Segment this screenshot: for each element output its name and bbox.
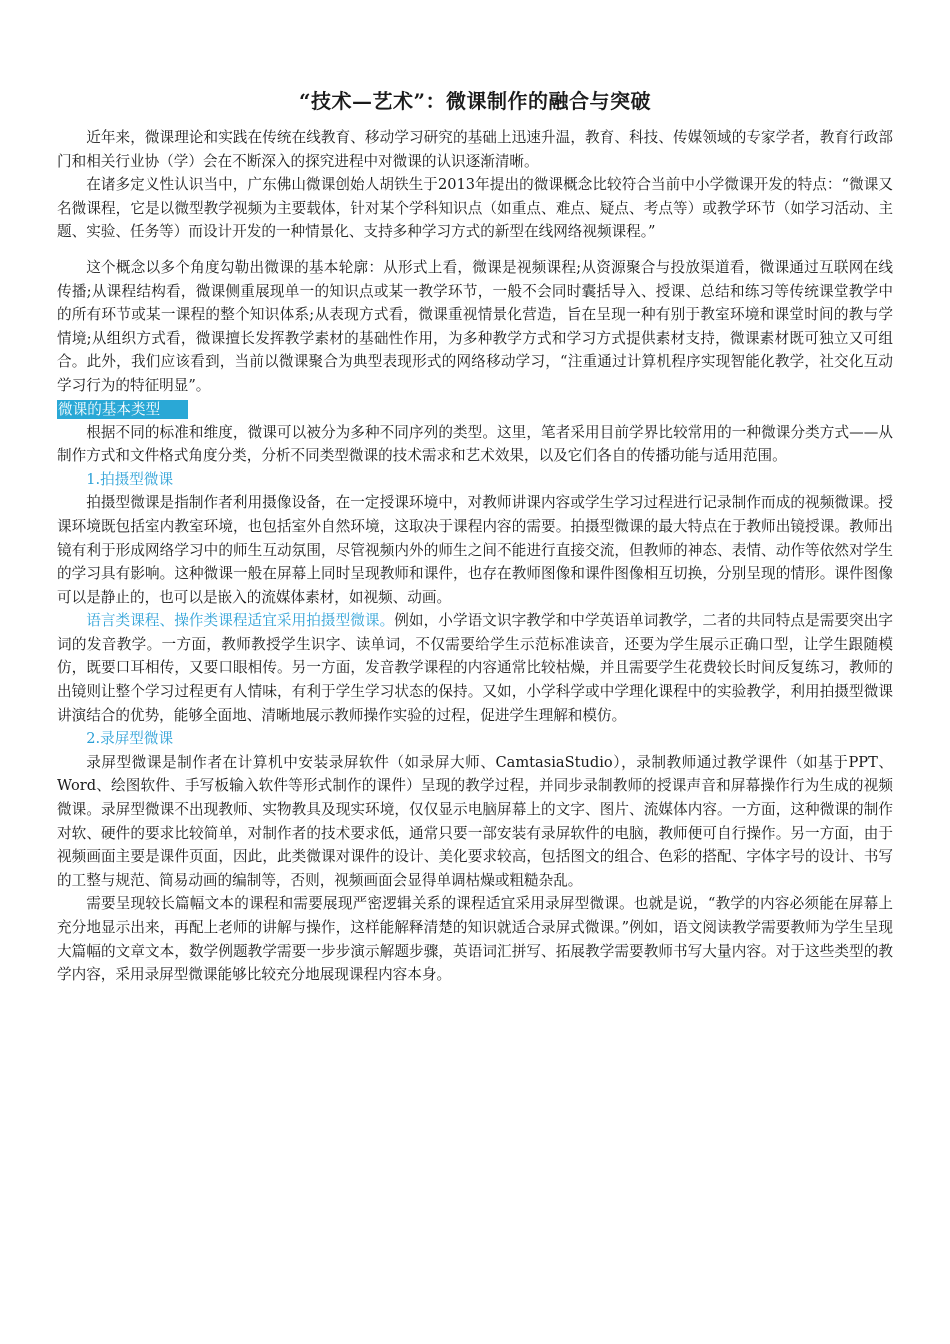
section-heading-wrapper — [57, 398, 893, 421]
filmed-highlight-text: 语言类课程、操作类课程适宜采用拍摄型微课。 — [86, 612, 395, 630]
screencast-paragraph-1: 录屏型微课是制作者在计算机中安装录屏软件（如录屏大师、CamtasiaStudio），录制教师通过教学课件（如基于PPT、Word、绘图软件、手写板输入软件等形式制作的课件）呈现的教学过程，并同步录制教师的授课声音和屏幕操作行为生成的视频微课。录屏型微课不出现教师、实物教具及现实环境，仅仅显示电脑屏幕上的文字、图片、流媒体内容。一方面，这种微课的制作对软、硬件的要求比较简单，对制作者的技术要求低，通常只要一部安装有录屏软件的电脑，教师便可自行操作。另一方面，由于视频画面主要是课件页面，因此，此类微课对课件的设计、美化要求较高，包括图文的组合、色彩的搭配、字体字号的设计、书写的工整与规范、简易动画的编制等，否则，视频画面会显得单调枯燥或粗糙杂乱。 — [57, 753, 893, 889]
subheading-filmed-microcourse: 1.拍摄型微课 — [86, 470, 174, 488]
intro-paragraph-3: 这个概念以多个角度勾勒出微课的基本轮廓：从形式上看，微课是视频课程;从资源聚合与投放渠道看，微课通过互联网在线传播;从课程结构看，微课侧重展现单一的知识点或某一教学环节，一般不会同时囊括导入、授课、总结和练习等传统课堂教学中的所有环节或某一课程的整个知识体系;从表现方式看，微课重视情景化营造，旨在呈现一种有别于教室环境和课堂时间的教与学情境;从组织方式看，微课擅长发挥教学素材的基础性作用，为多种教学方式和学习方式提供素材支持，微课素材既可独立又可组合。此外，我们应该看到，当前以微课聚合为典型表现形式的网络移动学习，“注重通过计算机程序实现智能化教学，社交化互动学习行为的特征明显”。 — [57, 258, 893, 394]
intro-paragraph-2: 在诸多定义性认识当中，广东佛山微课创始人胡铁生于2013年提出的微课概念比较符合当前中小学微课开发的特点：“微课又名微课程，它是以微型教学视频为主要载体，针对某个学科知识点（如重点、难点、疑点、考点等）或教学环节（如学习活动、主题、实验、任务等）而设计开发的一种情景化、支持多种学习方式的新型在线网络视频课程。” — [57, 176, 893, 241]
document-title: “技术—艺术”：微课制作的融合与突破 — [298, 89, 651, 113]
screencast-paragraph-2: 需要呈现较长篇幅文本的课程和需要展现严密逻辑关系的课程适宜采用录屏型微课。也就是说，“教学的内容必须能在屏幕上充分地显示出来，再配上老师的讲解与操作，这样能解释清楚的知识就适合录屏式微课。”例如，语文阅读教学需要教师为学生呈现大篇幅的文章文本，数学例题教学需要一步步演示解题步骤，英语词汇拼写、拓展教学需要教师书写大量内容。对于这些类型的教学内容，采用录屏型微课能够比较充分地展现课程内容本身。 — [57, 895, 893, 984]
subheading-screencast-microcourse: 2.录屏型微课 — [86, 730, 174, 748]
filmed-paragraph-1: 拍摄型微课是指制作者利用摄像设备，在一定授课环境中，对教师讲课内容或学生学习过程进行记录制作而成的视频微课。授课环境既包括室内教室环境，也包括室外自然环境，这取决于课程内容的需要。拍摄型微课的最大特点在于教师出镜授课。教师出镜有利于形成网络学习中的师生互动氛围，尽管视频内外的师生之间不能进行直接交流，但教师的神态、表情、动作等依然对学生的学习具有影响。这种微课一般在屏幕上同时呈现教师和课件，也存在教师图像和课件图像相互切换，分别呈现的情形。课件图像可以是静止的，也可以是嵌入的流媒体素材，如视频、动画。 — [57, 494, 893, 606]
filmed-paragraph-2 — [57, 609, 893, 727]
filmed-paragraph-2-body: 例如，小学语文识字教学和中学英语单词教学，二者的共同特点是需要突出字词的发音教学。一方面，教师教授学生识字、读单词，不仅需要给学生示范标准读音，还要为学生展示正确口型，让学生跟随模仿，既要口耳相传，又要口眼相传。另一方面，发音教学课程的内容通常比较枯燥，并且需要学生花费较长时间反复练习，教师的出镜则让整个学习过程更有人情味，有利于学生学习状态的保持。又如，小学科学或中学理化课程中的实验教学，利用拍摄型微课讲演结合的优势，能够全面地、清晰地展示教师操作实验的过程，促进学生理解和模仿。 — [57, 612, 893, 724]
section-paragraph-1: 根据不同的标准和维度，微课可以被分为多种不同序列的类型。这里，笔者采用目前学界比较常用的一种微课分类方式——从制作方式和文件格式角度分类，分析不同类型微课的技术需求和艺术效果，以及它们各自的传播功能与适用范围。 — [57, 423, 893, 465]
section-heading: 微课的基本类型 — [57, 400, 188, 419]
intro-paragraph-1: 近年来，微课理论和实践在传统在线教育、移动学习研究的基础上迅速升温，教育、科技、传媒领域的专家学者，教育行政部门和相关行业协（学）会在不断深入的探究进程中对微课的认识逐渐清晰。 — [57, 129, 893, 170]
